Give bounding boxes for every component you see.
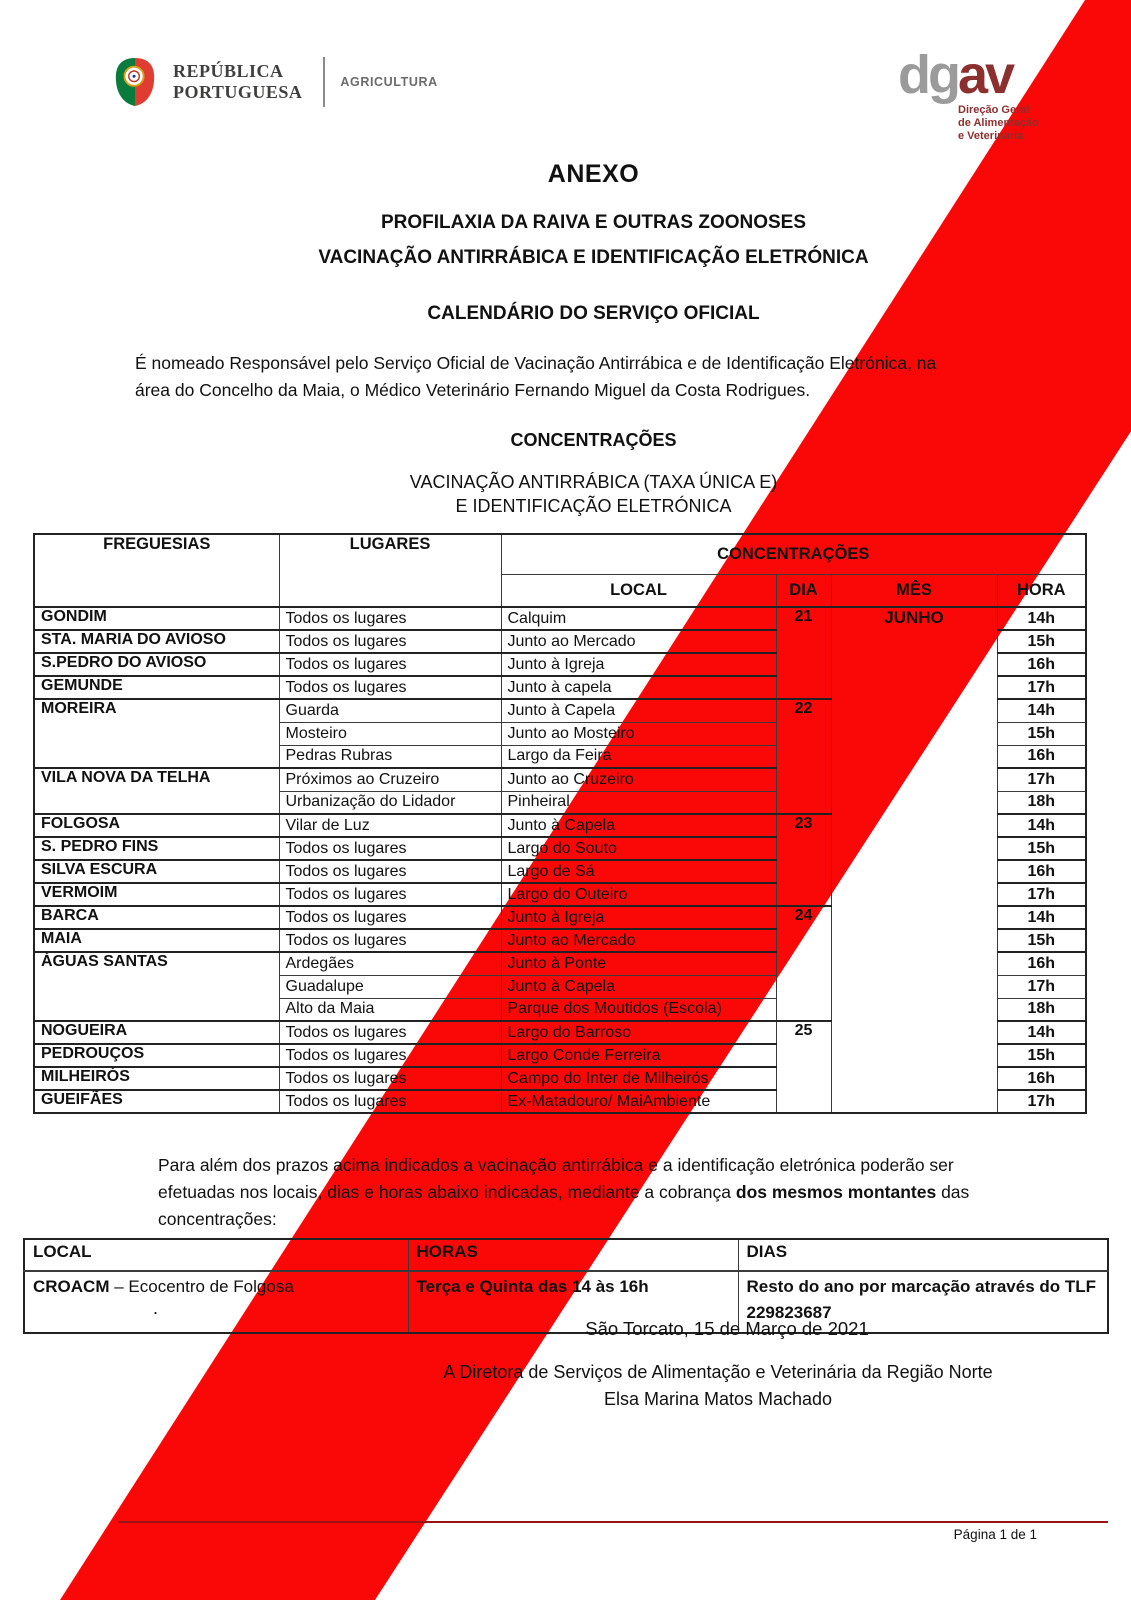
cell-freguesia: MOREIRA — [34, 699, 279, 768]
note-part2: das concentrações: — [158, 1182, 970, 1229]
signature-title: A Diretora de Serviços de Alimentação e Veterinária da Região Norte — [443, 1362, 993, 1382]
cell-local: Junto à Igreja — [501, 906, 776, 929]
cell-lugar: Todos os lugares — [279, 883, 501, 906]
cell-local: Junto à capela — [501, 676, 776, 699]
cell-hora: 16h — [997, 653, 1086, 676]
footer-rule — [118, 1521, 1108, 1523]
cell-local: Largo de Sá — [501, 860, 776, 883]
cell-lugar: Todos os lugares — [279, 1044, 501, 1067]
cell-hora: 17h — [997, 768, 1086, 791]
cell-local: Largo do Barroso — [501, 1021, 776, 1044]
cell-freguesia: ÁGUAS SANTAS — [34, 952, 279, 1021]
cell-freguesia: SILVA ESCURA — [34, 860, 279, 883]
section-title: CONCENTRAÇÕES — [510, 430, 677, 450]
cell-lugar: Todos os lugares — [279, 630, 501, 653]
cell-lugar: Todos os lugares — [279, 906, 501, 929]
cell-local: Junto ao Mosteiro — [501, 722, 776, 745]
intro-paragraph: É nomeado Responsável pelo Serviço Oficial de Vacinação Antirrábica e de Identificação Eletrónica, na área do Concelho da Maia, o Médico Veterinário Fernando Miguel da Costa Rodrigues. — [135, 353, 937, 400]
dgav-sub2: de Alimentação — [958, 117, 1039, 129]
cell-lugar: Ardegães — [279, 952, 501, 975]
cell-lugar: Mosteiro — [279, 722, 501, 745]
col-header-local2: LOCAL — [24, 1239, 408, 1271]
cell-croacm-horas: Terça e Quinta das 14 às 16h — [408, 1271, 738, 1333]
gov-logo — [112, 56, 438, 108]
cell-hora: 15h — [997, 630, 1086, 653]
croacm-name: CROACM — [33, 1277, 110, 1296]
cell-freguesia: FOLGOSA — [34, 814, 279, 837]
cell-dia: 24 — [776, 906, 831, 1021]
cell-freguesia: GEMUNDE — [34, 676, 279, 699]
cell-hora: 14h — [997, 814, 1086, 837]
page-title: ANEXO — [547, 160, 640, 188]
cell-hora: 17h — [997, 883, 1086, 906]
cell-freguesia: MILHEIRÓS — [34, 1067, 279, 1090]
cell-lugar: Vilar de Luz — [279, 814, 501, 837]
cell-freguesia: VERMOIM — [34, 883, 279, 906]
cell-lugar: Todos os lugares — [279, 1090, 501, 1113]
cell-local: Largo da Feira — [501, 745, 776, 768]
cell-hora: 18h — [997, 998, 1086, 1021]
cell-local: Junto ao Cruzeiro — [501, 768, 776, 791]
cell-hora: 15h — [997, 1044, 1086, 1067]
cell-local: Junto à Capela — [501, 699, 776, 722]
gov-logo-text — [173, 61, 302, 103]
dgav-sub3: e Veterinária — [958, 130, 1024, 142]
cell-lugar: Guadalupe — [279, 975, 501, 998]
cell-hora: 15h — [997, 929, 1086, 952]
cell-lugar: Próximos ao Cruzeiro — [279, 768, 501, 791]
note-part1: Para além dos prazos acima indicados a vacinação antirrábica e a identificação eletrónica poderão ser efetuadas nos locais, dias e horas abaixo indicadas, mediante a cobrança — [158, 1155, 954, 1202]
cell-hora: 16h — [997, 860, 1086, 883]
cell-lugar: Pedras Rubras — [279, 745, 501, 768]
cell-freguesia: BARCA — [34, 906, 279, 929]
col-header-concentracoes: CONCENTRAÇÕES — [501, 534, 1086, 574]
croacm-header-row — [24, 1239, 1108, 1271]
cell-freguesia: NOGUEIRA — [34, 1021, 279, 1044]
cell-lugar: Urbanização do Lidador — [279, 791, 501, 814]
cell-lugar: Todos os lugares — [279, 837, 501, 860]
cell-local: Campo do Inter de Milheirós — [501, 1067, 776, 1090]
croacm-rest: – Ecocentro de Folgosa — [109, 1277, 294, 1296]
cell-lugar: Alto da Maia — [279, 998, 501, 1021]
subtitle-2: VACINAÇÃO ANTIRRÁBICA E IDENTIFICAÇÃO ELETRÓNICA — [318, 247, 869, 268]
cell-lugar: Todos os lugares — [279, 653, 501, 676]
cell-hora: 14h — [997, 906, 1086, 929]
cell-lugar: Todos os lugares — [279, 676, 501, 699]
cell-mes: JUNHO — [831, 607, 997, 1113]
cell-local: Junto ao Mercado — [501, 630, 776, 653]
cell-local: Ex-Matadouro/ MaiAmbiente — [501, 1090, 776, 1113]
cell-hora: 15h — [997, 837, 1086, 860]
cell-freguesia: MAIA — [34, 929, 279, 952]
col-header-horas: HORAS — [408, 1239, 738, 1271]
cell-hora: 17h — [997, 975, 1086, 998]
col-header-lugares: LUGARES — [279, 534, 501, 607]
portugal-flag-icon — [112, 56, 158, 108]
cell-hora: 16h — [997, 952, 1086, 975]
cell-local: Calquim — [501, 607, 776, 630]
ministry-label: AGRICULTURA — [340, 75, 438, 89]
schedule-table — [33, 533, 1087, 1114]
cell-hora: 14h — [997, 1021, 1086, 1044]
subtitle-3: CALENDÁRIO DO SERVIÇO OFICIAL — [427, 303, 760, 324]
cell-freguesia: GONDIM — [34, 607, 279, 630]
cell-freguesia: STA. MARIA DO AVIOSO — [34, 630, 279, 653]
col-header-freguesias: FREGUESIAS — [34, 534, 279, 607]
cell-local: Junto à Capela — [501, 814, 776, 837]
stray-dot: . — [153, 1298, 159, 1318]
gov-logo-line2: PORTUGUESA — [173, 82, 303, 102]
cell-hora: 16h — [997, 745, 1086, 768]
cell-freguesia: VILA NOVA DA TELHA — [34, 768, 279, 814]
cell-local: Largo do Souto — [501, 837, 776, 860]
logo-divider — [323, 57, 325, 107]
dgav-wordmark — [898, 45, 1078, 105]
col-header-mes: MÊS — [831, 574, 997, 607]
cell-local: Largo Conde Ferreira — [501, 1044, 776, 1067]
dgav-logo — [898, 45, 1078, 143]
cell-lugar: Todos os lugares — [279, 1067, 501, 1090]
cell-freguesia: S.PEDRO DO AVIOSO — [34, 653, 279, 676]
gov-logo-line1: REPÚBLICA — [173, 61, 284, 81]
table-row — [34, 607, 1086, 630]
cell-hora: 16h — [997, 1067, 1086, 1090]
cell-local: Junto ao Mercado — [501, 929, 776, 952]
dgav-av: av — [957, 45, 1013, 105]
col-header-dias: DIAS — [738, 1239, 1108, 1271]
dgav-subtitle — [958, 104, 1078, 143]
signature-name: Elsa Marina Matos Machado — [603, 1389, 833, 1409]
cell-hora: 14h — [997, 607, 1086, 630]
date-line: São Torcato, 15 de Março de 2021 — [585, 1318, 869, 1339]
cell-freguesia: GUEIFÃES — [34, 1090, 279, 1113]
cell-local: Junto à Igreja — [501, 653, 776, 676]
table-header-row1 — [34, 534, 1086, 574]
cell-hora: 17h — [997, 676, 1086, 699]
col-header-hora: HORA — [997, 574, 1086, 607]
cell-local: Largo do Outeiro — [501, 883, 776, 906]
note-bold: dos mesmos montantes — [735, 1182, 937, 1202]
cell-local: Parque dos Moutidos (Escola) — [501, 998, 776, 1021]
dgav-sub1: Direção Geral — [958, 104, 1030, 116]
cell-local: Junto à Capela — [501, 975, 776, 998]
cell-dia: 22 — [776, 699, 831, 814]
cell-lugar: Todos os lugares — [279, 1021, 501, 1044]
cell-lugar: Todos os lugares — [279, 607, 501, 630]
cell-croacm-dias: Resto do ano por marcação através do TLF 229823687 — [738, 1271, 1108, 1333]
cell-dia: 21 — [776, 607, 831, 699]
cell-local: Junto à Ponte — [501, 952, 776, 975]
page-number: Página 1 de 1 — [953, 1527, 1037, 1542]
section-line2: E IDENTIFICAÇÃO ELETRÓNICA — [455, 496, 732, 516]
cell-lugar: Todos os lugares — [279, 929, 501, 952]
cell-hora: 14h — [997, 699, 1086, 722]
cell-hora: 17h — [997, 1090, 1086, 1113]
note-paragraph — [158, 1152, 1010, 1233]
cell-hora: 15h — [997, 722, 1086, 745]
cell-local: Pinheiral — [501, 791, 776, 814]
cell-freguesia: S. PEDRO FINS — [34, 837, 279, 860]
cell-freguesia: PEDROUÇOS — [34, 1044, 279, 1067]
section-line1: VACINAÇÃO ANTIRRÁBICA (TAXA ÚNICA E) — [409, 472, 778, 492]
col-header-dia: DIA — [776, 574, 831, 607]
subtitle-1: PROFILAXIA DA RAIVA E OUTRAS ZOONOSES — [380, 212, 807, 233]
cell-dia: 25 — [776, 1021, 831, 1113]
cell-lugar: Todos os lugares — [279, 860, 501, 883]
col-header-local: LOCAL — [501, 574, 776, 607]
cell-lugar: Guarda — [279, 699, 501, 722]
dgav-dg: dg — [898, 45, 958, 105]
cell-hora: 18h — [997, 791, 1086, 814]
cell-dia: 23 — [776, 814, 831, 906]
